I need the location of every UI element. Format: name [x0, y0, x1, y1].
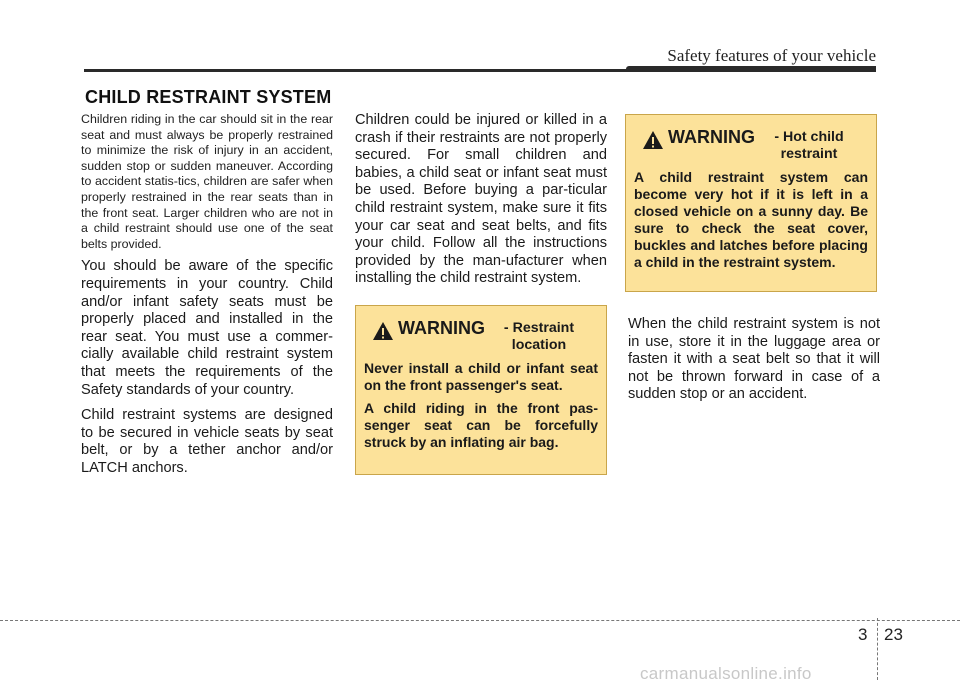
warning-header — [364, 318, 598, 354]
running-header: Safety features of your vehicle — [667, 46, 876, 65]
warning-subtitle: - Restraint location — [503, 320, 575, 353]
paragraph-country-requirements: You should be aware of the specific requirements in your country. Child and/or infant safety seats must be properly placed and installed in the rear seat. You must use a commer-cially available child restraint system that meets the requirements of the Safety standards of your country. — [81, 258, 333, 398]
page-number: 23 — [884, 625, 903, 644]
warning-label: WARNING — [668, 127, 755, 147]
column-right — [628, 316, 880, 412]
chapter-number: 3 — [858, 625, 868, 644]
warning-text: A child riding in the front pas-senger seat can be forcefully struck by an inflating air bag. — [364, 400, 598, 450]
warning-label: WARNING — [398, 318, 485, 338]
footer-rule — [0, 620, 960, 621]
warning-triangle-icon — [372, 321, 394, 341]
warning-header — [634, 127, 868, 163]
warning-box-hot-restraint — [625, 114, 877, 292]
footer-divider — [877, 618, 878, 680]
warning-box-restraint-location — [355, 305, 607, 475]
paragraph-storage: When the child restraint system is not in use, store it in the luggage area or fasten it with a seat belt so that it will not be thrown forward in case of a sudden stop or an accident. — [628, 316, 880, 403]
header-rule-accent — [626, 66, 876, 72]
paragraph-injury-risk: Children could be injured or killed in a crash if their restraints are not properly secured. For small children and babies, a child seat or infant seat must be used. Before buying a par-ticular child restraint system, make sure it fits your car seat and seat belts, and fits your child. Follow all the instructions provided by the man-ufacturer when installing the child restraint system. — [355, 112, 607, 287]
warning-subtitle: - Hot child restraint — [774, 129, 844, 162]
warning-text: Never install a child or infant seat on the front passenger's seat. — [364, 360, 598, 393]
section-title: CHILD RESTRAINT SYSTEM — [85, 87, 332, 107]
column-left — [81, 112, 333, 485]
column-middle — [355, 112, 607, 296]
paragraph-securing: Child restraint systems are designed to be secured in vehicle seats by seat belt, or by a tether anchor and/or LATCH anchors. — [81, 407, 333, 476]
watermark: carmanualsonline.info — [640, 664, 812, 683]
warning-text: A child restraint system can become very hot if it is left in a closed vehicle on a sunny day. Be sure to check the seat cover, buckles and latches before placing a child in the restraint system. — [634, 169, 868, 270]
intro-paragraph: Children riding in the car should sit in the rear seat and must always be properly restrained to minimize the risk of injury in an accident, sudden stop or sudden maneuver. According to accident statis-tics, children are safer when properly restrained in the rear seats than in the front seat. Larger children who are not in a child restraint should use one of the seat belts provided. — [81, 112, 333, 251]
warning-triangle-icon — [642, 130, 664, 150]
